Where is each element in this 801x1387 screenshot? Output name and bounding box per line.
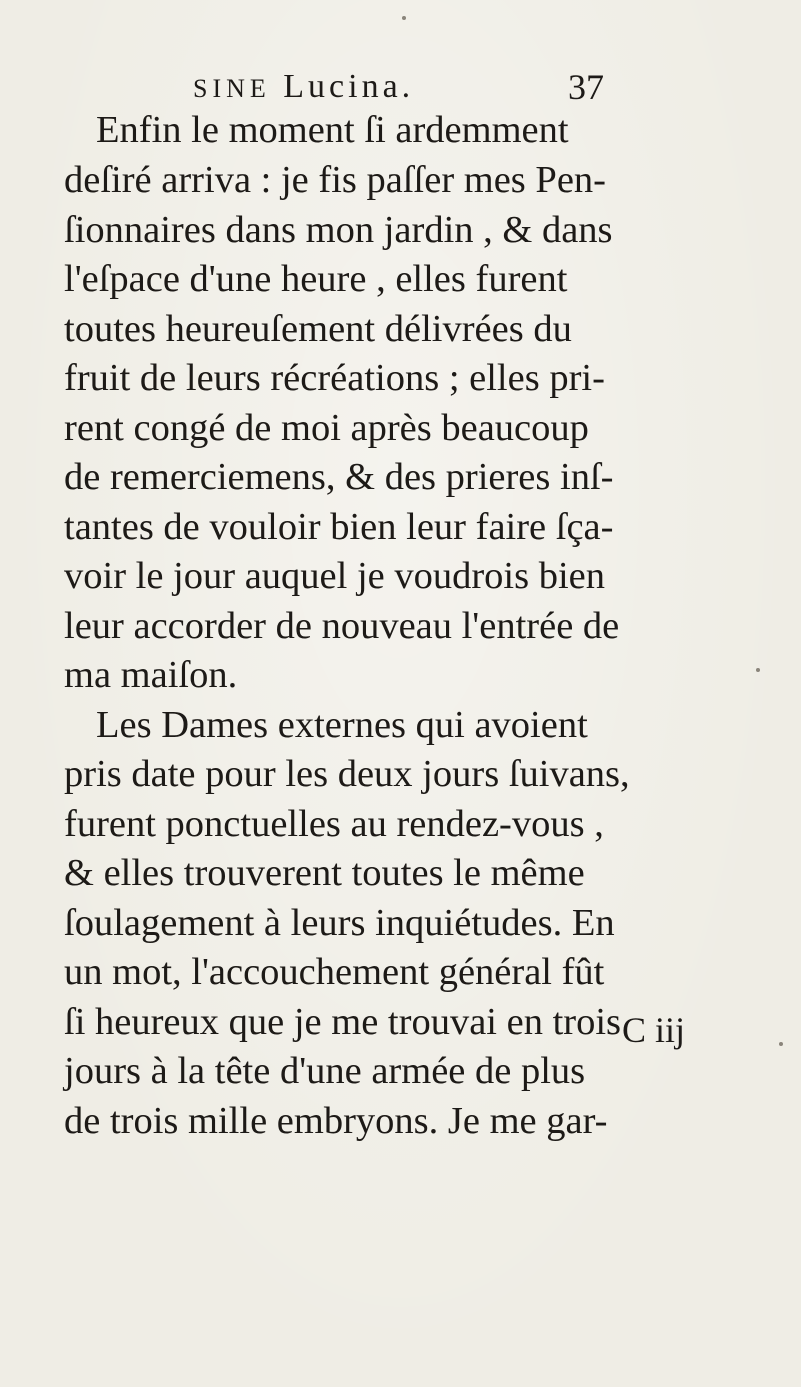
text-line: furent ponctuelles au rendez-vous , [64,803,604,845]
paper-speck [779,1042,783,1046]
text-line: toutes heureuſement délivrées du [64,308,572,350]
text-line: ſoulagement à leurs inquiétudes. En [64,902,615,944]
running-head-sine: SINE [193,74,271,103]
text-line: un mot, l'accouchement général fût [64,951,605,993]
text-line: ſionnaires dans mon jardin , & dans [64,209,613,251]
text-line: voir le jour auquel je voudrois bien [64,555,606,597]
paper-speck [756,668,760,672]
text-line: rent congé de moi après beaucoup [64,407,589,449]
text-line: fruit de leurs récréations ; elles pri- [64,357,605,399]
signature-mark: C iij [622,1010,686,1050]
text-line: & elles trouverent toutes le même [64,852,585,894]
running-head [193,68,414,106]
page-number: 37 [568,67,604,107]
text-line: de remerciemens, & des prieres inſ- [64,456,614,498]
text-line: Les Dames externes qui avoient [96,704,588,746]
paper-speck [402,16,406,20]
text-line: deſiré arriva : je fis paſſer mes Pen- [64,159,606,201]
text-line: Enfin le moment ſi ardemment [96,109,569,151]
text-line: ma maiſon. [64,654,238,696]
text-line: leur accorder de nouveau l'entrée de [64,605,620,647]
text-line: ſi heureux que je me trouvai en trois [64,1001,622,1043]
text-line: pris date pour les deux jours ſuivans, [64,753,630,795]
text-line: tantes de vouloir bien leur faire ſça- [64,506,614,548]
text-line: l'eſpace d'une heure , elles furent [64,258,568,300]
running-head-lucina: Lucina. [283,68,415,105]
text-line: de trois mille embryons. Je me gar- [64,1100,608,1142]
text-line: jours à la tête d'une armée de plus [64,1050,586,1092]
